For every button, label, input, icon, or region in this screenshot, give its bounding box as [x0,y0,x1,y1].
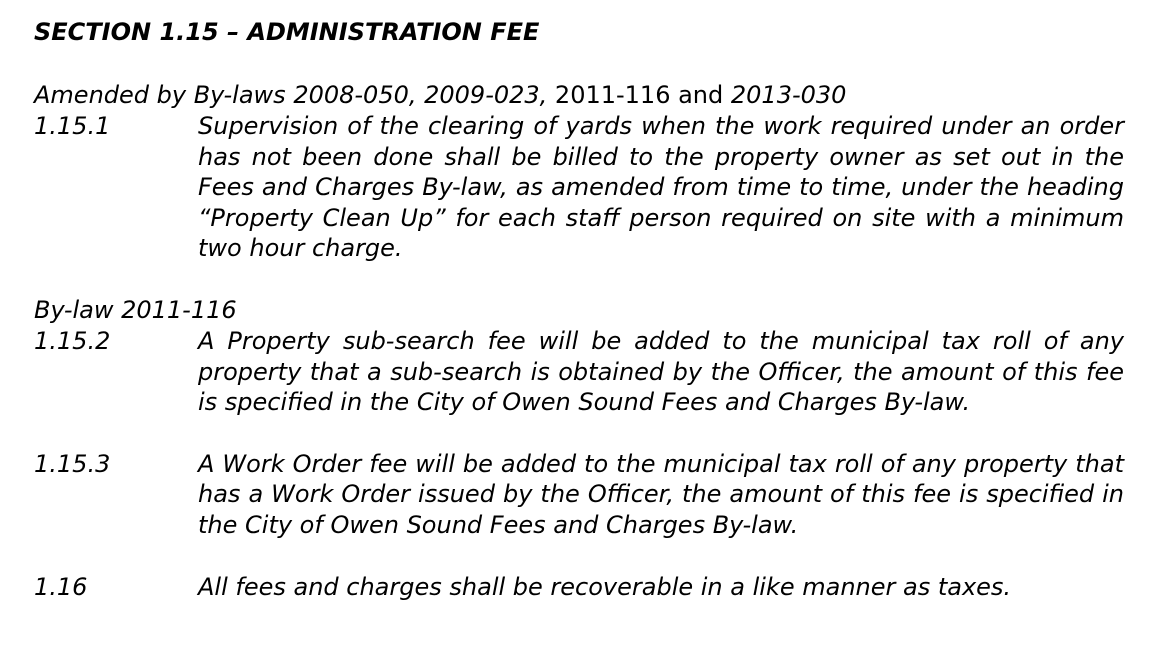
clause-text: All fees and charges shall be recoverable in a like manner as taxes. [198,572,1012,601]
clause-number: 1.15.2 [34,326,111,355]
amendment-note [34,80,1124,111]
clause-number: 1.16 [34,572,88,601]
clause-text: Supervision of the clearing of yards when the work required under an order has not been done shall be billed to the property owner as set out in the Fees and Charges By-law, as amended from time to time, under the heading “Property Clean Up” for each staff person required on site with a minimum two hour charge. [198,112,1124,263]
clause-number: 1.15.1 [34,112,111,140]
clause-text: A Work Order fee will be added to the municipal tax roll of any property that has a Work Order issued by the Officer, the amount of this fee is specified in the City of Owen Sound Fees and Charges By-law. [198,449,1124,539]
clause-text: A Property sub-search fee will be added to the municipal tax roll of any property that a sub-search is obtained by the Officer, the amount of this fee is specified in the City of Owen Sound Fees and Charges By-law. [198,326,1124,417]
amendment-prefix: Amended by By-laws 2008-050, 2009-023, [34,81,548,109]
clause-number: 1.15.3 [34,449,111,478]
clause-1-16 [34,572,1124,603]
clause-1-15-2 [34,326,1124,418]
section-title: SECTION 1.15 – ADMINISTRATION FEE [34,18,540,46]
amendment-bylaw-2013-030: 2013-030 [730,81,847,109]
clause-1-15-1 [34,111,1124,264]
clause-1-15-3 [34,449,1124,541]
document-page [34,14,1124,602]
bylaw-note: By-law 2011-116 [34,295,237,324]
amendment-bylaw-2011-116: 2011-116 and [547,81,731,109]
